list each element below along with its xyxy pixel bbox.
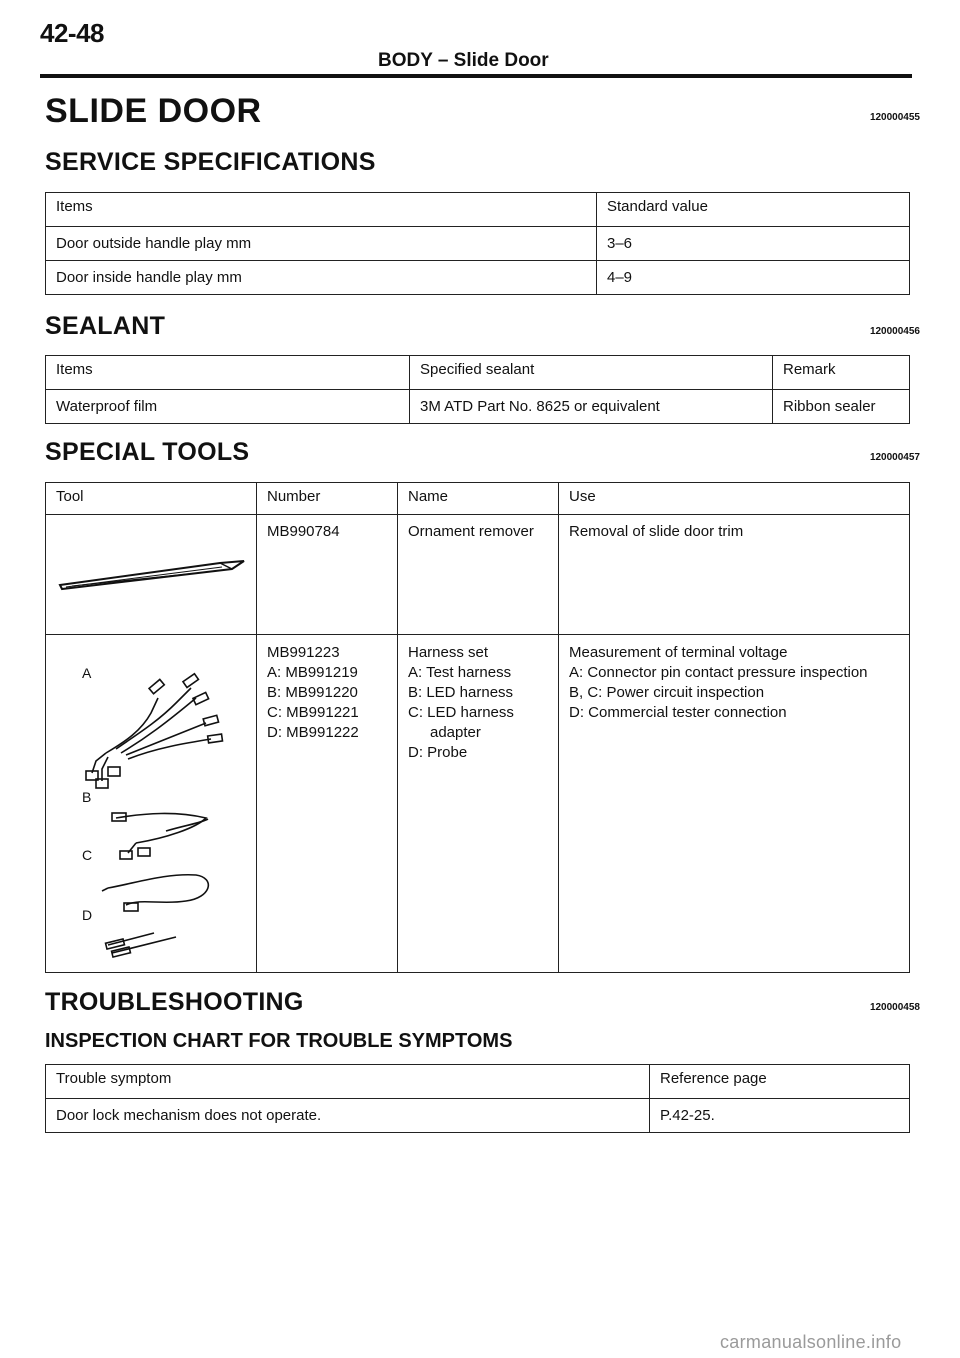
page-title: SLIDE DOOR (45, 92, 262, 130)
column-header: Specified sealant (410, 356, 773, 390)
table-header-row (46, 1065, 910, 1099)
tool-number: D: MB991222 (267, 724, 359, 741)
column-header: Remark (773, 356, 910, 390)
tool-number: A: MB991219 (267, 664, 358, 681)
table-cell: Waterproof film (46, 390, 410, 424)
table-row (46, 390, 910, 424)
table-row (46, 227, 910, 261)
harness-set-illustration (46, 643, 246, 963)
special-tools-heading: SPECIAL TOOLS (45, 438, 250, 466)
tool-image-cell (46, 515, 257, 635)
tool-name-cell (398, 635, 559, 973)
table-cell: Door inside handle play mm (46, 261, 597, 295)
tool-number: B: MB991220 (267, 684, 358, 701)
tool-label: D (82, 907, 93, 923)
tool-label: B (82, 789, 92, 805)
table-header-row (46, 356, 910, 390)
section-code: 120000458 (869, 1002, 920, 1013)
section-code: 120000457 (869, 452, 920, 463)
ornament-remover-illustration (52, 535, 252, 615)
tool-number: MB991223 (267, 644, 340, 661)
table-cell: Door lock mechanism does not operate. (46, 1099, 650, 1133)
tool-number: C: MB991221 (267, 704, 359, 721)
section-code: 120000456 (869, 326, 920, 337)
table-cell: Ornament remover (398, 515, 559, 635)
tool-name: B: LED harness (408, 684, 514, 701)
special-tools-table (45, 482, 910, 973)
table-cell: Ribbon sealer (773, 390, 910, 424)
inspection-chart-heading: INSPECTION CHART FOR TROUBLE SYMPTOMS (45, 1030, 513, 1052)
section-code: 120000455 (869, 112, 920, 123)
column-header: Name (398, 483, 559, 515)
tool-use-cell (559, 635, 910, 973)
column-header: Items (46, 193, 597, 227)
table-header-row (46, 193, 910, 227)
tool-use: B, C: Power circuit inspection (569, 684, 765, 701)
column-header: Reference page (650, 1065, 910, 1099)
table-row (46, 1099, 910, 1133)
service-specifications-heading: SERVICE SPECIFICATIONS (45, 148, 376, 176)
tool-label: A (82, 665, 92, 681)
table-cell: 3–6 (597, 227, 910, 261)
section-title: BODY – Slide Door (378, 50, 549, 71)
column-header: Number (257, 483, 398, 515)
watermark: carmanualsonline.info (720, 1332, 902, 1352)
sealant-heading: SEALANT (45, 312, 166, 340)
troubleshooting-heading: TROUBLESHOOTING (45, 988, 304, 1016)
table-row (46, 515, 910, 635)
table-row (46, 635, 910, 973)
table-cell: Door outside handle play mm (46, 227, 597, 261)
page-number: 42-48 (40, 18, 104, 48)
tool-use: A: Connector pin contact pressure inspection (569, 664, 868, 681)
tool-name: D: Probe (408, 744, 468, 761)
column-header: Items (46, 356, 410, 390)
tool-use: Measurement of terminal voltage (569, 644, 788, 661)
table-cell: P.42-25. (650, 1099, 910, 1133)
table-header-row (46, 483, 910, 515)
column-header: Use (559, 483, 910, 515)
table-cell: MB990784 (257, 515, 398, 635)
header-rule (40, 74, 912, 78)
tool-use: D: Commercial tester connection (569, 704, 787, 721)
tool-image-cell (46, 635, 257, 973)
table-cell: 4–9 (597, 261, 910, 295)
tool-label: C (82, 847, 93, 863)
table-cell: Removal of slide door trim (559, 515, 910, 635)
table-row (46, 261, 910, 295)
tool-name: A: Test harness (408, 664, 512, 681)
tool-number-cell (257, 635, 398, 973)
column-header: Trouble symptom (46, 1065, 650, 1099)
trouble-symptoms-table (45, 1064, 910, 1133)
sealant-table (45, 355, 910, 424)
tool-name: C: LED harness adapter (408, 704, 514, 741)
column-header: Tool (46, 483, 257, 515)
column-header: Standard value (597, 193, 910, 227)
table-cell: 3M ATD Part No. 8625 or equivalent (410, 390, 773, 424)
service-specifications-table (45, 192, 910, 295)
tool-name: Harness set (408, 644, 489, 661)
